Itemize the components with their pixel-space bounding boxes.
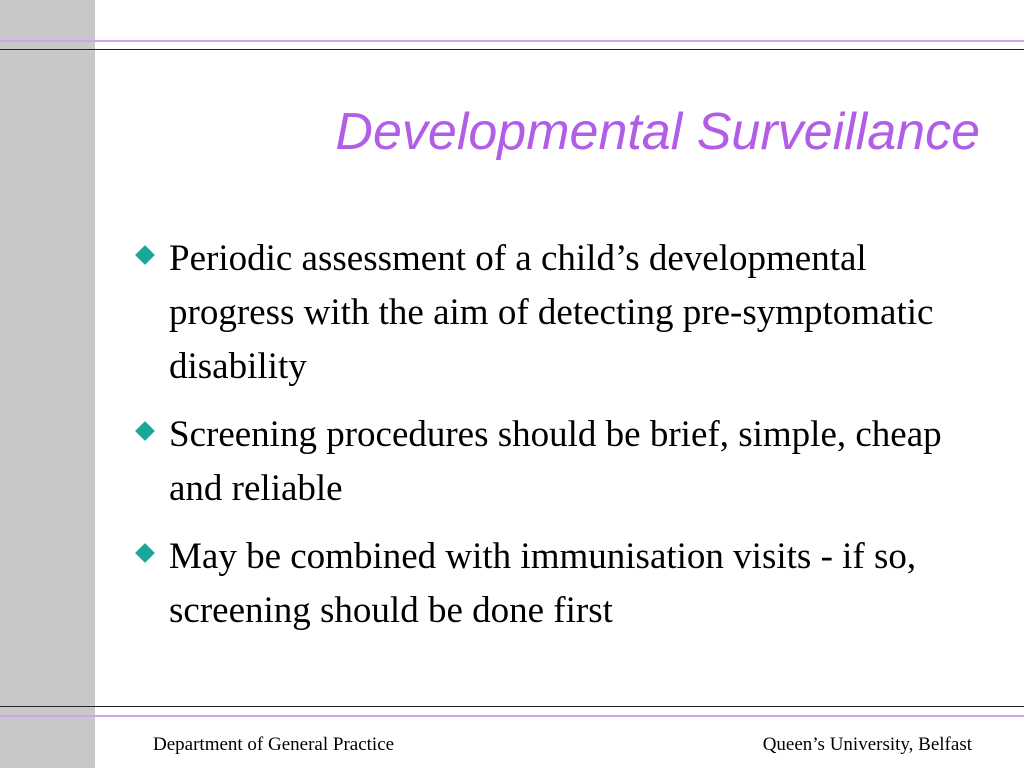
bottom-rule-black [0,706,1024,707]
footer-university: Queen’s University, Belfast [762,734,972,755]
top-rule-black [0,49,1024,50]
bullet-list [132,232,992,652]
bullet-text: Screening procedures should be brief, simple, cheap and reliable [169,414,942,509]
bullet-item [132,530,992,638]
footer-department: Department of General Practice [153,734,395,755]
teal-diamond-icon [135,421,155,441]
bottom-rule-violet [0,715,1024,717]
bullet-item [132,232,992,394]
teal-diamond-icon [135,543,155,563]
left-sidebar-band [0,0,95,768]
bullet-item [132,408,992,516]
top-rule-violet [0,40,1024,42]
bullet-text: May be combined with immunisation visits - if so, screening should be done first [169,536,917,631]
slide-title: Developmental Surveillance [335,103,980,161]
teal-diamond-icon [135,245,155,265]
bullet-text: Periodic assessment of a child’s developmental progress with the aim of detecting pre-symptomatic disability [169,238,934,387]
